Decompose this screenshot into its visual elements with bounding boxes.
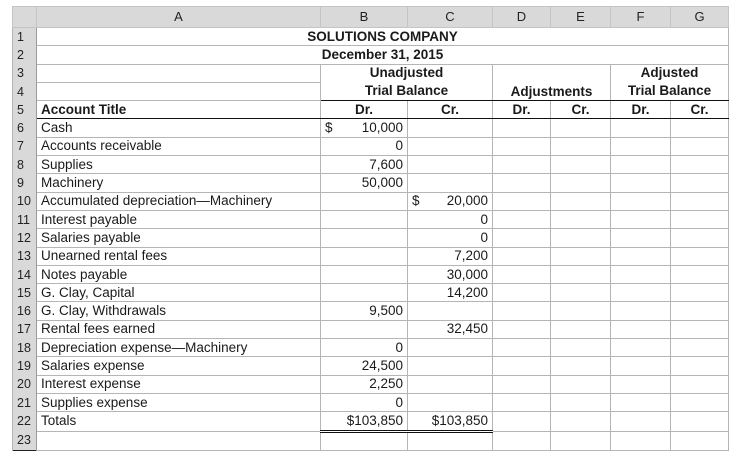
amount: 0 bbox=[395, 138, 403, 154]
date-cell[interactable]: December 31, 2015 bbox=[37, 46, 729, 64]
row-header[interactable]: 3 bbox=[13, 64, 37, 82]
amount: 7,600 bbox=[369, 156, 403, 172]
adjustments-dr-cell[interactable] bbox=[493, 229, 551, 247]
row-2 bbox=[13, 46, 729, 64]
row-header[interactable]: 11 bbox=[13, 210, 37, 228]
adjusted-dr-cell[interactable] bbox=[611, 375, 671, 393]
row-header[interactable]: 14 bbox=[13, 265, 37, 283]
row-header[interactable]: 15 bbox=[13, 284, 37, 302]
amount: 14,200 bbox=[446, 284, 488, 300]
account-row bbox=[13, 284, 729, 302]
adjustments-dr-cell[interactable] bbox=[493, 247, 551, 265]
adjusted-cr-cell[interactable] bbox=[671, 229, 729, 247]
account-title-cell[interactable]: Salaries payable bbox=[37, 229, 321, 247]
adjusted-cr-cell[interactable] bbox=[671, 357, 729, 375]
amount: 24,500 bbox=[361, 357, 403, 373]
column-header-a[interactable]: A bbox=[37, 7, 321, 28]
adjusted-dr-cell[interactable] bbox=[611, 137, 671, 155]
column-header-b[interactable]: B bbox=[321, 7, 408, 28]
adjusted-cr-cell[interactable] bbox=[671, 192, 729, 210]
adjusted-cr-cell[interactable] bbox=[671, 210, 729, 228]
account-row bbox=[13, 339, 729, 357]
unadjusted-dr-cell[interactable] bbox=[321, 357, 408, 375]
adjustments-cr-cell[interactable] bbox=[551, 119, 611, 137]
amount: 10,000 bbox=[361, 120, 403, 136]
row-header[interactable]: 22 bbox=[13, 412, 37, 431]
account-title-cell[interactable]: Notes payable bbox=[37, 265, 321, 283]
empty-cell[interactable] bbox=[671, 431, 729, 450]
row-header[interactable]: 10 bbox=[13, 192, 37, 210]
column-header-row bbox=[13, 7, 729, 28]
adjustments-cr-cell[interactable] bbox=[551, 375, 611, 393]
unadjusted-dr-cell[interactable] bbox=[321, 156, 408, 174]
adjusted-dr-cell[interactable] bbox=[611, 247, 671, 265]
unadjusted-cr-cell[interactable] bbox=[408, 247, 493, 265]
adjusted-cr-cell[interactable] bbox=[671, 412, 729, 431]
empty-cell[interactable] bbox=[611, 431, 671, 450]
unadjusted-cr-cell[interactable] bbox=[408, 375, 493, 393]
adjusted-dr-cell[interactable] bbox=[611, 357, 671, 375]
adjustments-dr-cell[interactable] bbox=[493, 156, 551, 174]
adjusted-cr-cell[interactable] bbox=[671, 265, 729, 283]
row-header[interactable]: 17 bbox=[13, 320, 37, 338]
row-3 bbox=[13, 64, 729, 82]
row-header[interactable]: 7 bbox=[13, 137, 37, 155]
adjusted-cr-header[interactable]: Cr. bbox=[671, 101, 729, 119]
adjustments-dr-cell[interactable] bbox=[493, 393, 551, 411]
account-row bbox=[13, 229, 729, 247]
unadjusted-dr-cell[interactable] bbox=[321, 302, 408, 320]
account-title-cell[interactable]: Rental fees earned bbox=[37, 320, 321, 338]
unadjusted-cr-cell[interactable] bbox=[408, 119, 493, 137]
amount: 50,000 bbox=[361, 175, 403, 191]
account-row bbox=[13, 320, 729, 338]
unadjusted-cr-cell[interactable] bbox=[408, 156, 493, 174]
account-row bbox=[13, 375, 729, 393]
account-title-cell[interactable]: Interest expense bbox=[37, 375, 321, 393]
adjustments-dr-cell[interactable] bbox=[493, 137, 551, 155]
adjusted-cr-cell[interactable] bbox=[671, 174, 729, 192]
adjusted-dr-cell[interactable] bbox=[611, 284, 671, 302]
amount: 0 bbox=[480, 229, 488, 245]
adjustments-cr-cell[interactable] bbox=[551, 393, 611, 411]
empty-cell[interactable] bbox=[321, 431, 408, 450]
row-5 bbox=[13, 101, 729, 119]
adjustments-cr-cell[interactable] bbox=[551, 174, 611, 192]
amount: 32,450 bbox=[446, 321, 488, 337]
adjusted-cr-cell[interactable] bbox=[671, 375, 729, 393]
adjusted-cr-cell[interactable] bbox=[671, 247, 729, 265]
unadjusted-cr-cell[interactable] bbox=[408, 357, 493, 375]
adjustments-cr-cell[interactable] bbox=[551, 357, 611, 375]
amount: 2,250 bbox=[369, 376, 403, 392]
row-4 bbox=[13, 82, 729, 100]
adjustments-header[interactable]: Adjustments bbox=[493, 64, 611, 101]
adjustments-dr-cell[interactable] bbox=[493, 320, 551, 338]
adjustments-cr-cell[interactable] bbox=[551, 284, 611, 302]
adjusted-cr-cell[interactable] bbox=[671, 137, 729, 155]
unadjusted-cr-cell[interactable] bbox=[408, 137, 493, 155]
unadjusted-dr-cell[interactable] bbox=[321, 119, 408, 137]
unadjusted-dr-header[interactable]: Dr. bbox=[321, 101, 408, 119]
row-header[interactable]: 13 bbox=[13, 247, 37, 265]
adjusted-cr-cell[interactable] bbox=[671, 284, 729, 302]
account-title-cell[interactable]: Supplies expense bbox=[37, 393, 321, 411]
unadjusted-header-line2[interactable]: Trial Balance bbox=[321, 82, 493, 100]
account-title-cell[interactable]: Machinery bbox=[37, 174, 321, 192]
adjustments-cr-cell[interactable] bbox=[551, 339, 611, 357]
account-title-cell[interactable]: G. Clay, Withdrawals bbox=[37, 302, 321, 320]
unadjusted-dr-cell[interactable] bbox=[321, 210, 408, 228]
adjustments-dr-cell[interactable] bbox=[493, 192, 551, 210]
row-header[interactable]: 23 bbox=[13, 431, 37, 450]
empty-cell[interactable] bbox=[551, 431, 611, 450]
unadjusted-cr-cell[interactable] bbox=[408, 320, 493, 338]
row-header[interactable]: 20 bbox=[13, 375, 37, 393]
row-1 bbox=[13, 28, 729, 46]
row-header[interactable]: 8 bbox=[13, 156, 37, 174]
row-header[interactable]: 9 bbox=[13, 174, 37, 192]
adjusted-dr-cell[interactable] bbox=[611, 119, 671, 137]
adjustments-cr-cell[interactable] bbox=[551, 302, 611, 320]
account-title-cell[interactable]: Depreciation expense—Machinery bbox=[37, 339, 321, 357]
unadjusted-dr-cell[interactable] bbox=[321, 339, 408, 357]
empty-cell[interactable] bbox=[37, 431, 321, 450]
account-title-cell[interactable]: Accumulated depreciation—Machinery bbox=[37, 192, 321, 210]
adjustments-cr-cell[interactable] bbox=[551, 247, 611, 265]
adjusted-header-line1[interactable]: Adjusted bbox=[611, 64, 729, 82]
amount: 0 bbox=[395, 339, 403, 355]
amount: 0 bbox=[480, 211, 488, 227]
unadjusted-cr-cell[interactable] bbox=[408, 393, 493, 411]
cell-a4[interactable] bbox=[37, 82, 321, 100]
account-row bbox=[13, 302, 729, 320]
dollar-sign: $ bbox=[325, 120, 333, 136]
unadjusted-dr-cell[interactable] bbox=[321, 192, 408, 210]
select-all-corner[interactable] bbox=[13, 7, 37, 28]
unadjusted-dr-cell[interactable] bbox=[321, 284, 408, 302]
adjusted-dr-cell[interactable] bbox=[611, 265, 671, 283]
adjusted-cr-cell[interactable] bbox=[671, 320, 729, 338]
totals-row bbox=[13, 412, 729, 431]
adjustments-dr-cell[interactable] bbox=[493, 119, 551, 137]
account-title-cell[interactable]: Salaries expense bbox=[37, 357, 321, 375]
adjusted-dr-cell[interactable] bbox=[611, 320, 671, 338]
adjustments-cr-cell[interactable] bbox=[551, 229, 611, 247]
company-name-cell[interactable]: SOLUTIONS COMPANY bbox=[37, 28, 729, 46]
account-title-cell[interactable]: Supplies bbox=[37, 156, 321, 174]
total-cr-cell[interactable]: $103,850 bbox=[408, 412, 493, 431]
adjusted-dr-cell[interactable] bbox=[611, 156, 671, 174]
unadjusted-dr-cell[interactable] bbox=[321, 137, 408, 155]
amount: 30,000 bbox=[446, 266, 488, 282]
dollar-sign: $ bbox=[412, 193, 420, 209]
unadjusted-cr-cell[interactable] bbox=[408, 284, 493, 302]
row-header[interactable]: 18 bbox=[13, 339, 37, 357]
adjusted-header-line2[interactable]: Trial Balance bbox=[611, 82, 729, 100]
adjusted-cr-cell[interactable] bbox=[671, 156, 729, 174]
unadjusted-dr-cell[interactable] bbox=[321, 247, 408, 265]
adjustments-dr-cell[interactable] bbox=[493, 284, 551, 302]
row-header[interactable]: 16 bbox=[13, 302, 37, 320]
adjustments-dr-cell[interactable] bbox=[493, 339, 551, 357]
row-header[interactable]: 5 bbox=[13, 101, 37, 119]
account-title-header[interactable]: Account Title bbox=[37, 101, 321, 119]
adjustments-dr-header[interactable]: Dr. bbox=[493, 101, 551, 119]
unadjusted-dr-cell[interactable] bbox=[321, 229, 408, 247]
total-dr-cell[interactable]: $103,850 bbox=[321, 412, 408, 431]
adjusted-dr-cell[interactable] bbox=[611, 229, 671, 247]
unadjusted-cr-cell[interactable] bbox=[408, 339, 493, 357]
empty-cell[interactable] bbox=[493, 431, 551, 450]
unadjusted-cr-cell[interactable] bbox=[408, 192, 493, 210]
adjustments-cr-cell[interactable] bbox=[551, 192, 611, 210]
adjustments-dr-cell[interactable] bbox=[493, 210, 551, 228]
adjustments-cr-cell[interactable] bbox=[551, 156, 611, 174]
unadjusted-dr-cell[interactable] bbox=[321, 320, 408, 338]
empty-cell[interactable] bbox=[408, 431, 493, 450]
unadjusted-header-line1[interactable]: Unadjusted bbox=[321, 64, 493, 82]
adjusted-dr-cell[interactable] bbox=[611, 393, 671, 411]
account-row bbox=[13, 357, 729, 375]
account-title-cell[interactable]: Accounts receivable bbox=[37, 137, 321, 155]
adjusted-dr-cell[interactable] bbox=[611, 412, 671, 431]
row-header[interactable]: 12 bbox=[13, 229, 37, 247]
column-header-f[interactable]: F bbox=[611, 7, 671, 28]
adjusted-dr-cell[interactable] bbox=[611, 302, 671, 320]
account-row bbox=[13, 247, 729, 265]
empty-row bbox=[13, 431, 729, 450]
adjustments-cr-cell[interactable] bbox=[551, 137, 611, 155]
spreadsheet-grid bbox=[12, 6, 729, 451]
adjusted-dr-cell[interactable] bbox=[611, 192, 671, 210]
unadjusted-dr-cell[interactable] bbox=[321, 265, 408, 283]
column-header-c[interactable]: C bbox=[408, 7, 493, 28]
adjusted-cr-cell[interactable] bbox=[671, 302, 729, 320]
totals-label-cell[interactable]: Totals bbox=[37, 412, 321, 431]
amount: 7,200 bbox=[454, 248, 488, 264]
amount: 0 bbox=[395, 394, 403, 410]
account-row bbox=[13, 192, 729, 210]
adjustments-cr-cell[interactable] bbox=[551, 210, 611, 228]
adjustments-cr-cell[interactable] bbox=[551, 265, 611, 283]
adjusted-dr-cell[interactable] bbox=[611, 174, 671, 192]
adjustments-dr-cell[interactable] bbox=[493, 174, 551, 192]
account-row bbox=[13, 393, 729, 411]
adjusted-cr-cell[interactable] bbox=[671, 339, 729, 357]
row-header[interactable]: 1 bbox=[13, 28, 37, 46]
column-header-e[interactable]: E bbox=[551, 7, 611, 28]
adjusted-cr-cell[interactable] bbox=[671, 119, 729, 137]
adjustments-dr-cell[interactable] bbox=[493, 375, 551, 393]
account-title-cell[interactable]: Interest payable bbox=[37, 210, 321, 228]
unadjusted-dr-cell[interactable] bbox=[321, 393, 408, 411]
adjustments-cr-cell[interactable] bbox=[551, 320, 611, 338]
unadjusted-cr-header[interactable]: Cr. bbox=[408, 101, 493, 119]
unadjusted-dr-cell[interactable] bbox=[321, 375, 408, 393]
adjustments-dr-cell[interactable] bbox=[493, 302, 551, 320]
unadjusted-cr-cell[interactable] bbox=[408, 229, 493, 247]
account-title-cell[interactable]: Cash bbox=[37, 119, 321, 137]
account-row bbox=[13, 137, 729, 155]
unadjusted-cr-cell[interactable] bbox=[408, 210, 493, 228]
adjusted-dr-header[interactable]: Dr. bbox=[611, 101, 671, 119]
row-header[interactable]: 4 bbox=[13, 82, 37, 100]
account-row bbox=[13, 119, 729, 137]
adjusted-cr-cell[interactable] bbox=[671, 393, 729, 411]
row-header[interactable]: 6 bbox=[13, 119, 37, 137]
column-header-d[interactable]: D bbox=[493, 7, 551, 28]
adjustments-cr-header[interactable]: Cr. bbox=[551, 101, 611, 119]
unadjusted-cr-cell[interactable] bbox=[408, 174, 493, 192]
amount: 20,000 bbox=[446, 193, 488, 209]
account-row bbox=[13, 210, 729, 228]
account-row bbox=[13, 156, 729, 174]
row-header[interactable]: 21 bbox=[13, 393, 37, 411]
adjustments-cr-cell[interactable] bbox=[551, 412, 611, 431]
cell-a3[interactable] bbox=[37, 64, 321, 82]
column-header-g[interactable]: G bbox=[671, 7, 729, 28]
adjustments-dr-cell[interactable] bbox=[493, 357, 551, 375]
unadjusted-dr-cell[interactable] bbox=[321, 174, 408, 192]
adjustments-dr-cell[interactable] bbox=[493, 265, 551, 283]
account-row bbox=[13, 174, 729, 192]
row-header[interactable]: 19 bbox=[13, 357, 37, 375]
adjusted-dr-cell[interactable] bbox=[611, 339, 671, 357]
row-header[interactable]: 2 bbox=[13, 46, 37, 64]
amount: 9,500 bbox=[369, 303, 403, 319]
account-row bbox=[13, 265, 729, 283]
account-title-cell[interactable]: Unearned rental fees bbox=[37, 247, 321, 265]
adjusted-dr-cell[interactable] bbox=[611, 210, 671, 228]
account-title-cell[interactable]: G. Clay, Capital bbox=[37, 284, 321, 302]
unadjusted-cr-cell[interactable] bbox=[408, 302, 493, 320]
unadjusted-cr-cell[interactable] bbox=[408, 265, 493, 283]
adjustments-dr-cell[interactable] bbox=[493, 412, 551, 431]
